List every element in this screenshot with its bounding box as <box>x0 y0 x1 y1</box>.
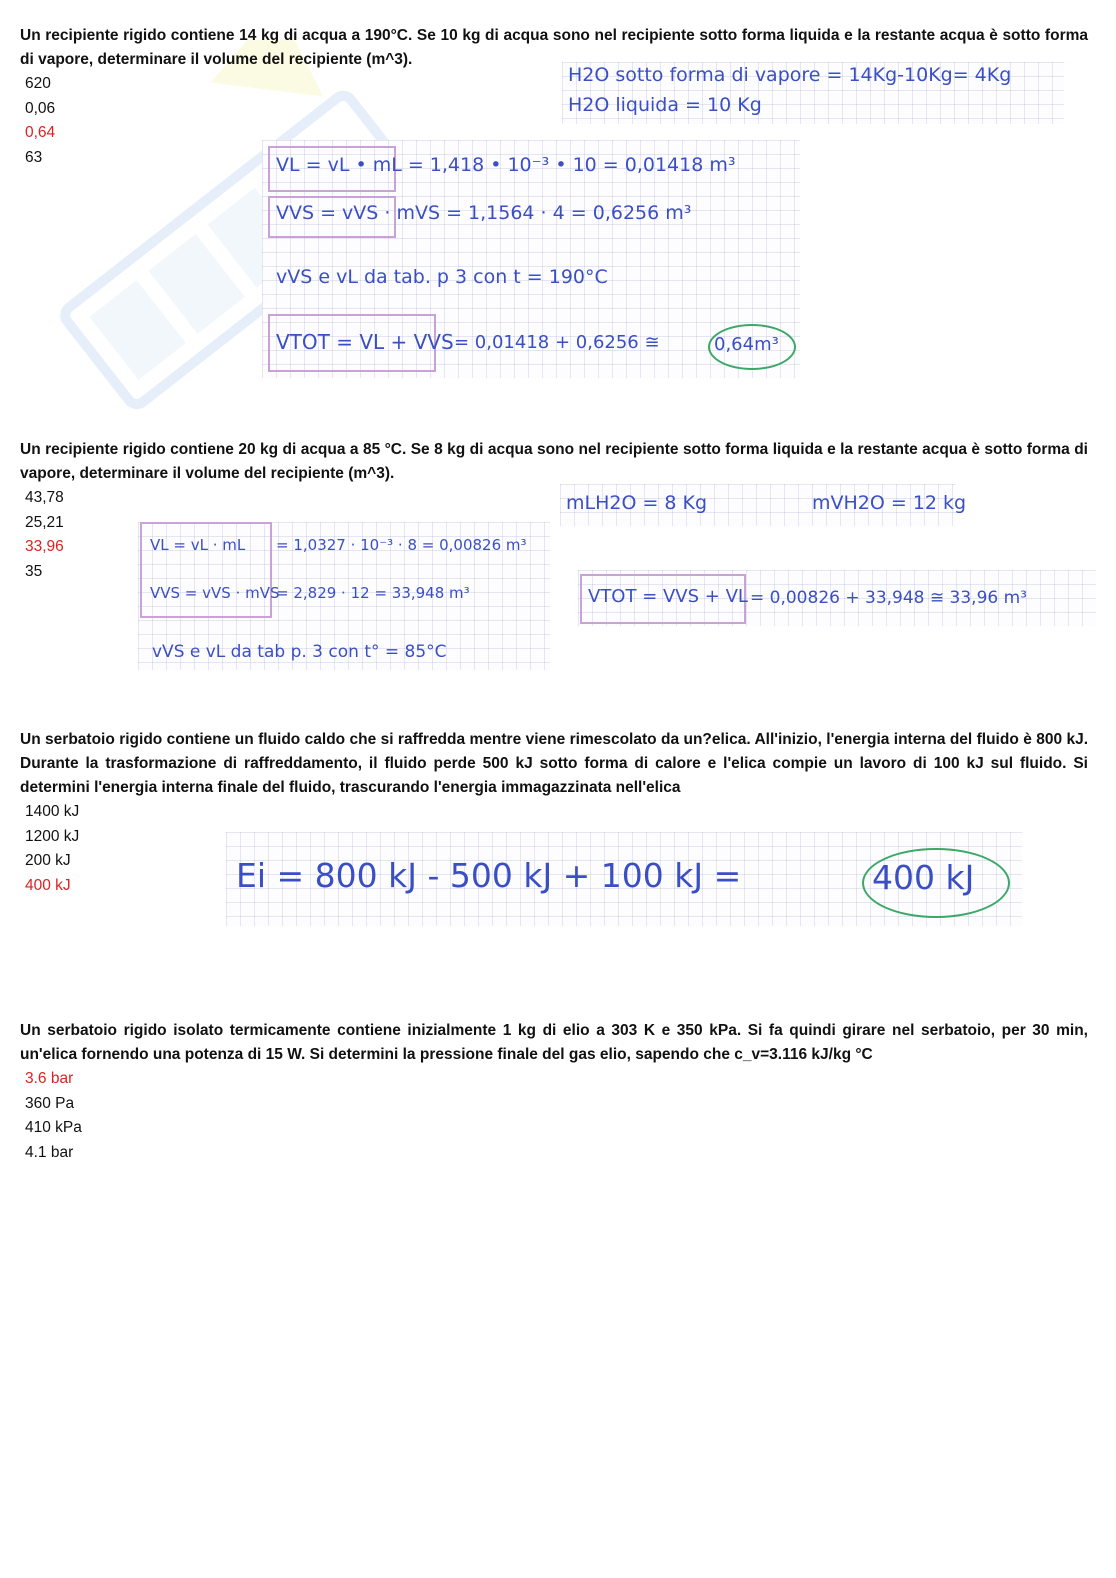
answer-option[interactable]: 360 Pa <box>25 1094 75 1112</box>
answer-option[interactable]: 620 <box>25 75 51 92</box>
answer-option-correct[interactable]: 0,64 <box>25 124 56 142</box>
answer-option[interactable]: 43,78 <box>25 489 64 506</box>
question-3-text: Un serbatoio rigido contiene un fluido caldo che si raffredda mentre viene rimescolato da un?elica. All'inizio, l'energia interna del fluido è 800 kJ. Durante la trasformazione di raffreddamento, il fluido perde 500 kJ sotto forma di calore e l'elica compie un lavoro di 100 kJ sul fluido. Si determini l'energia interna finale del fluido, trascurando l'energia immagazzinata nell'elica <box>20 731 1088 796</box>
handwritten-equation: = 0,01418 + 0,6256 ≅ <box>454 332 660 353</box>
handwritten-equation: VL = vL · mL <box>150 536 246 554</box>
answer-option-correct[interactable]: 400 kJ <box>25 876 71 894</box>
question-2-text: Un recipiente rigido contiene 20 kg di acqua a 85 °C. Se 8 kg di acqua sono nel recipiente sotto forma liquida e la restante acqua è sotto forma di vapore, determinare il volume del recipiente (m^3). <box>20 441 1088 482</box>
answer-option[interactable]: 200 kJ <box>25 852 71 870</box>
question-4-text: Un serbatoio rigido isolato termicamente contiene inizialmente 1 kg di elio a 303 K e 350 kPa. Si fa quindi girare nel serbatoio, per 30 min, un'elica fornendo una potenza di 15 W. Si determini la pressione finale del gas elio, sapendo che c_v=3.116 kJ/kg °C <box>20 1022 1088 1063</box>
handwritten-note: vVS e vL da tab. p 3 con t = 190°C <box>276 266 608 288</box>
question-4-options <box>20 1067 1088 1165</box>
handwritten-note: vVS e vL da tab p. 3 con t° = 85°C <box>152 642 447 662</box>
answer-option[interactable]: 1400 kJ <box>25 803 80 820</box>
handwritten-result: 0,64m³ <box>714 334 779 355</box>
handwritten-vapor-mass: mVH2O = 12 kg <box>812 492 967 514</box>
handwritten-equation: VL = vL • mL = 1,418 • 10⁻³ • 10 = 0,01418 m³ <box>276 154 736 176</box>
handwritten-liquid-mass: H2O liquida = 10 Kg <box>568 94 762 116</box>
handwritten-result: 400 kJ <box>872 858 975 897</box>
answer-option[interactable]: 35 <box>25 562 43 580</box>
handwritten-equation: Ei = 800 kJ - 500 kJ + 100 kJ = <box>236 856 742 895</box>
handwritten-equation: VVS = vVS · mVS <box>150 584 280 602</box>
answer-option[interactable]: 1200 kJ <box>25 827 80 845</box>
answer-option[interactable]: 0,06 <box>25 99 56 117</box>
handwritten-equation: = 2,829 · 12 = 33,948 m³ <box>276 584 470 602</box>
handwritten-equation: VTOT = VVS + VL <box>588 586 748 607</box>
question-1-text: Un recipiente rigido contiene 14 kg di acqua a 190°C. Se 10 kg di acqua sono nel recipiente sotto forma liquida e la restante acqua è sotto forma di vapore, determinare il volume del recipiente (m^3). <box>20 27 1088 68</box>
handwritten-liquid-mass: mLH2O = 8 Kg <box>566 492 708 514</box>
handwritten-result: = 0,00826 + 33,948 ≅ 33,96 m³ <box>750 588 1027 608</box>
answer-option-correct[interactable]: 3.6 bar <box>25 1070 74 1087</box>
handwritten-equation: VTOT = VL + VVS <box>276 330 454 354</box>
answer-option[interactable]: 25,21 <box>25 513 64 531</box>
answer-option[interactable]: 63 <box>25 148 43 166</box>
handwritten-equation: VVS = vVS · mVS = 1,1564 · 4 = 0,6256 m³ <box>276 202 692 224</box>
answer-option[interactable]: 410 kPa <box>25 1119 82 1137</box>
answer-option[interactable]: 4.1 bar <box>25 1143 74 1161</box>
answer-option-correct[interactable]: 33,96 <box>25 538 64 556</box>
handwritten-vapor-mass: H2O sotto forma di vapore = 14Kg-10Kg= 4Kg <box>568 64 1012 86</box>
handwritten-equation: = 1,0327 · 10⁻³ · 8 = 0,00826 m³ <box>276 536 527 554</box>
question-4 <box>20 1019 1088 1165</box>
